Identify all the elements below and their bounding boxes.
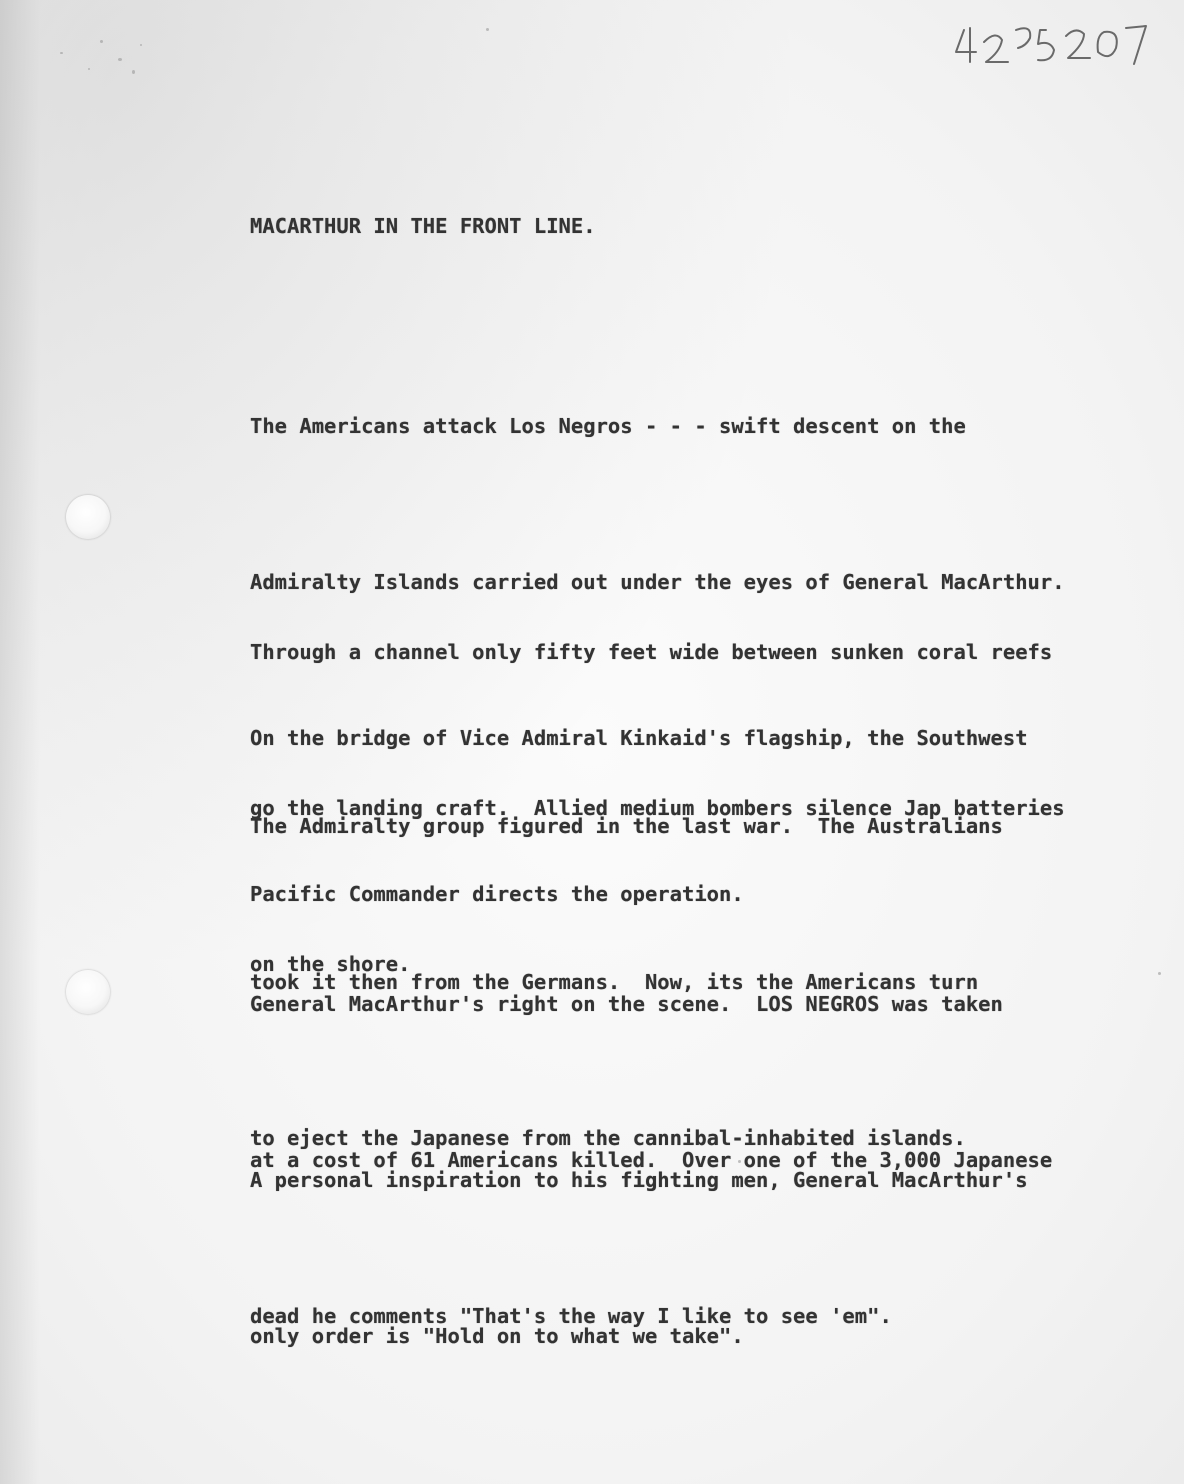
punch-hole-lower (66, 970, 110, 1014)
text-line: The Americans attack Los Negros - - - swift descent on the (250, 414, 966, 438)
text-line: The Admiralty group figured in the last war. The Australians (250, 814, 1003, 838)
scan-speckle (140, 44, 142, 46)
text-line: took it then from the Germans. Now, its the Americans turn (250, 970, 979, 994)
scan-speckle (118, 58, 122, 61)
scan-speckle (1158, 972, 1161, 975)
text-line: Through a channel only fifty feet wide between sunken coral reefs (250, 640, 1053, 664)
text-line: Pacific Commander directs the operation. (250, 882, 744, 906)
text-line: go the landing craft. Allied medium bombers silence Jap batteries (250, 796, 1065, 820)
handwritten-number (950, 8, 1150, 68)
scan-speckle (486, 28, 489, 31)
text-line: to eject the Japanese from the cannibal-inhabited islands. (250, 1126, 966, 1150)
text-line: General MacArthur's right on the scene. LOS NEGROS was taken (250, 992, 1003, 1016)
document-heading: MACARTHUR IN THE FRONT LINE. (250, 214, 596, 238)
scan-speckle (60, 52, 63, 54)
text-line: On the bridge of Vice Admiral Kinkaid's flagship, the Southwest (250, 726, 1028, 750)
punch-hole-upper (66, 495, 110, 539)
text-line: at a cost of 61 Americans killed. Over one of the 3,000 Japanese (250, 1148, 1053, 1172)
scan-edge-shadow (0, 0, 40, 1484)
scan-speckle (132, 70, 135, 74)
text-line: only order is "Hold on to what we take". (250, 1324, 744, 1348)
text-line: on the shore. (250, 952, 411, 976)
text-line: dead he comments "That's the way I like to see 'em". (250, 1304, 892, 1328)
scan-speckle (100, 40, 103, 43)
paragraph-5 (250, 1050, 1028, 1466)
scan-speckle (88, 68, 90, 70)
text-line: A personal inspiration to his fighting men, General MacArthur's (250, 1168, 1028, 1192)
text-line: Admiralty Islands carried out under the eyes of General MacArthur. (250, 570, 1065, 594)
